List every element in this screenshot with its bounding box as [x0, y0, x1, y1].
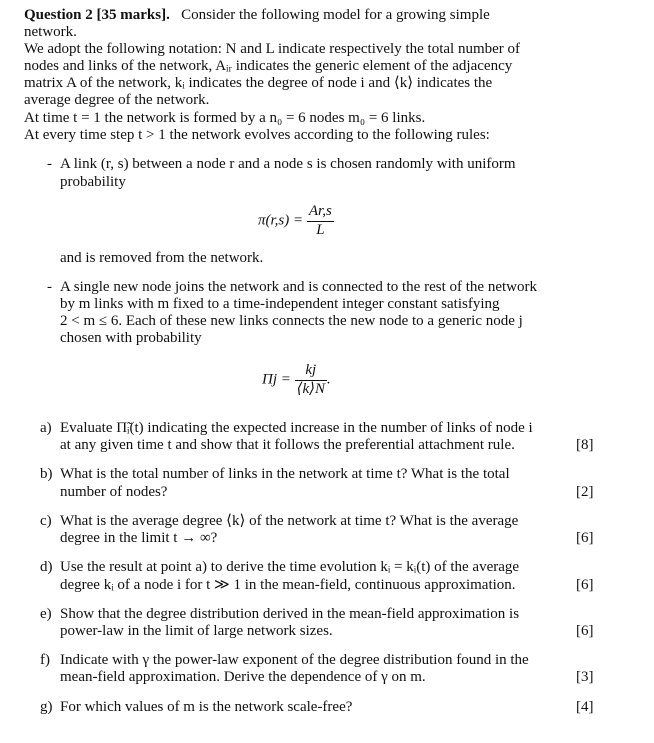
- question-g-text: For which values of m is the network scale-free?: [60, 699, 353, 715]
- question-e-marks: [6]: [576, 623, 594, 639]
- notation-line: We adopt the following notation: N and L indicate respectively the total number of: [24, 41, 521, 57]
- question-f-label: f): [40, 652, 50, 668]
- question-c-label: c): [40, 513, 52, 529]
- question-d-marks: [6]: [576, 577, 594, 593]
- question-d-text: degree kᵢ of a node i for t ≫ 1 in the mean-field, continuous approximation.: [60, 577, 516, 593]
- question-c-text: What is the average degree ⟨k⟩ of the network at time t? What is the average: [60, 513, 519, 529]
- question-intro: Consider the following model for a growing simple: [181, 7, 490, 23]
- question-b-text: What is the total number of links in the network at time t? What is the total: [60, 466, 510, 482]
- question-f-text: Indicate with γ the power-law exponent of the degree distribution found in the: [60, 652, 529, 668]
- equation-link-removal: [258, 203, 334, 239]
- rule1-text: and is removed from the network.: [60, 250, 264, 266]
- equation-fraction: [295, 362, 327, 398]
- bullet-dash: -: [47, 156, 52, 172]
- equation-period: .: [327, 371, 331, 388]
- equation-denominator: L: [316, 221, 325, 238]
- question-e-text: power-law in the limit of large network sizes.: [60, 623, 333, 639]
- rule2-text: chosen with probability: [60, 330, 202, 346]
- question-a-marks: [8]: [576, 437, 594, 453]
- question-d-label: d): [40, 559, 53, 575]
- initial-condition: At time t = 1 the network is formed by a n₀ = 6 nodes m₀ = 6 links.: [24, 110, 426, 126]
- rule1-text: probability: [60, 174, 126, 190]
- question-e-text: Show that the degree distribution derived in the mean-field approximation is: [60, 606, 520, 622]
- equation-lhs: π(r,s) =: [258, 212, 304, 229]
- question-b-marks: [2]: [576, 484, 594, 500]
- question-f-text: mean-field approximation. Derive the dependence of γ on m.: [60, 669, 426, 685]
- question-e-label: e): [40, 606, 52, 622]
- rule2-text: 2 < m ≤ 6. Each of these new links connects the new node to a generic node j: [60, 313, 523, 329]
- question-a-text: Evaluate Π̃ᵢ(t) indicating the expected increase in the number of links of node i: [60, 420, 533, 436]
- notation-line: matrix A of the network, kᵢ indicates the degree of node i and ⟨k⟩ indicates the: [24, 75, 493, 91]
- equation-fraction: [307, 203, 334, 239]
- evolution-intro: At every time step t > 1 the network evolves according to the following rules:: [24, 127, 490, 143]
- question-d-text: Use the result at point a) to derive the time evolution kᵢ = kᵢ(t) of the average: [60, 559, 520, 575]
- question-g-marks: [4]: [576, 699, 594, 715]
- question-c-text: degree in the limit t → ∞?: [60, 530, 218, 546]
- equation-lhs: Πj =: [262, 371, 291, 388]
- question-b-label: b): [40, 466, 53, 482]
- notation-line: average degree of the network.: [24, 92, 210, 108]
- question-f-marks: [3]: [576, 669, 594, 685]
- equation-denominator: ⟨k⟩N: [296, 380, 325, 397]
- question-title: Question 2 [35 marks].: [24, 7, 170, 23]
- rule2-text: A single new node joins the network and is connected to the rest of the network: [60, 279, 537, 295]
- question-g-label: g): [40, 699, 53, 715]
- equation-numerator: Ar,s: [307, 203, 334, 222]
- equation-attachment: [262, 362, 331, 398]
- rule1-text: A link (r, s) between a node r and a node s is chosen randomly with uniform: [60, 156, 516, 172]
- question-a-label: a): [40, 420, 52, 436]
- notation-line: nodes and links of the network, Aᵢᵣ indicates the generic element of the adjacency: [24, 58, 513, 74]
- bullet-dash: -: [47, 279, 52, 295]
- question-a-text: at any given time t and show that it follows the preferential attachment rule.: [60, 437, 515, 453]
- equation-numerator: kj: [295, 362, 327, 381]
- question-header: [24, 7, 490, 25]
- rule2-text: by m links with m fixed to a time-independent integer constant satisfying: [60, 296, 500, 312]
- question-c-marks: [6]: [576, 530, 594, 546]
- question-intro-cont: network.: [24, 24, 77, 40]
- question-b-text: number of nodes?: [60, 484, 168, 500]
